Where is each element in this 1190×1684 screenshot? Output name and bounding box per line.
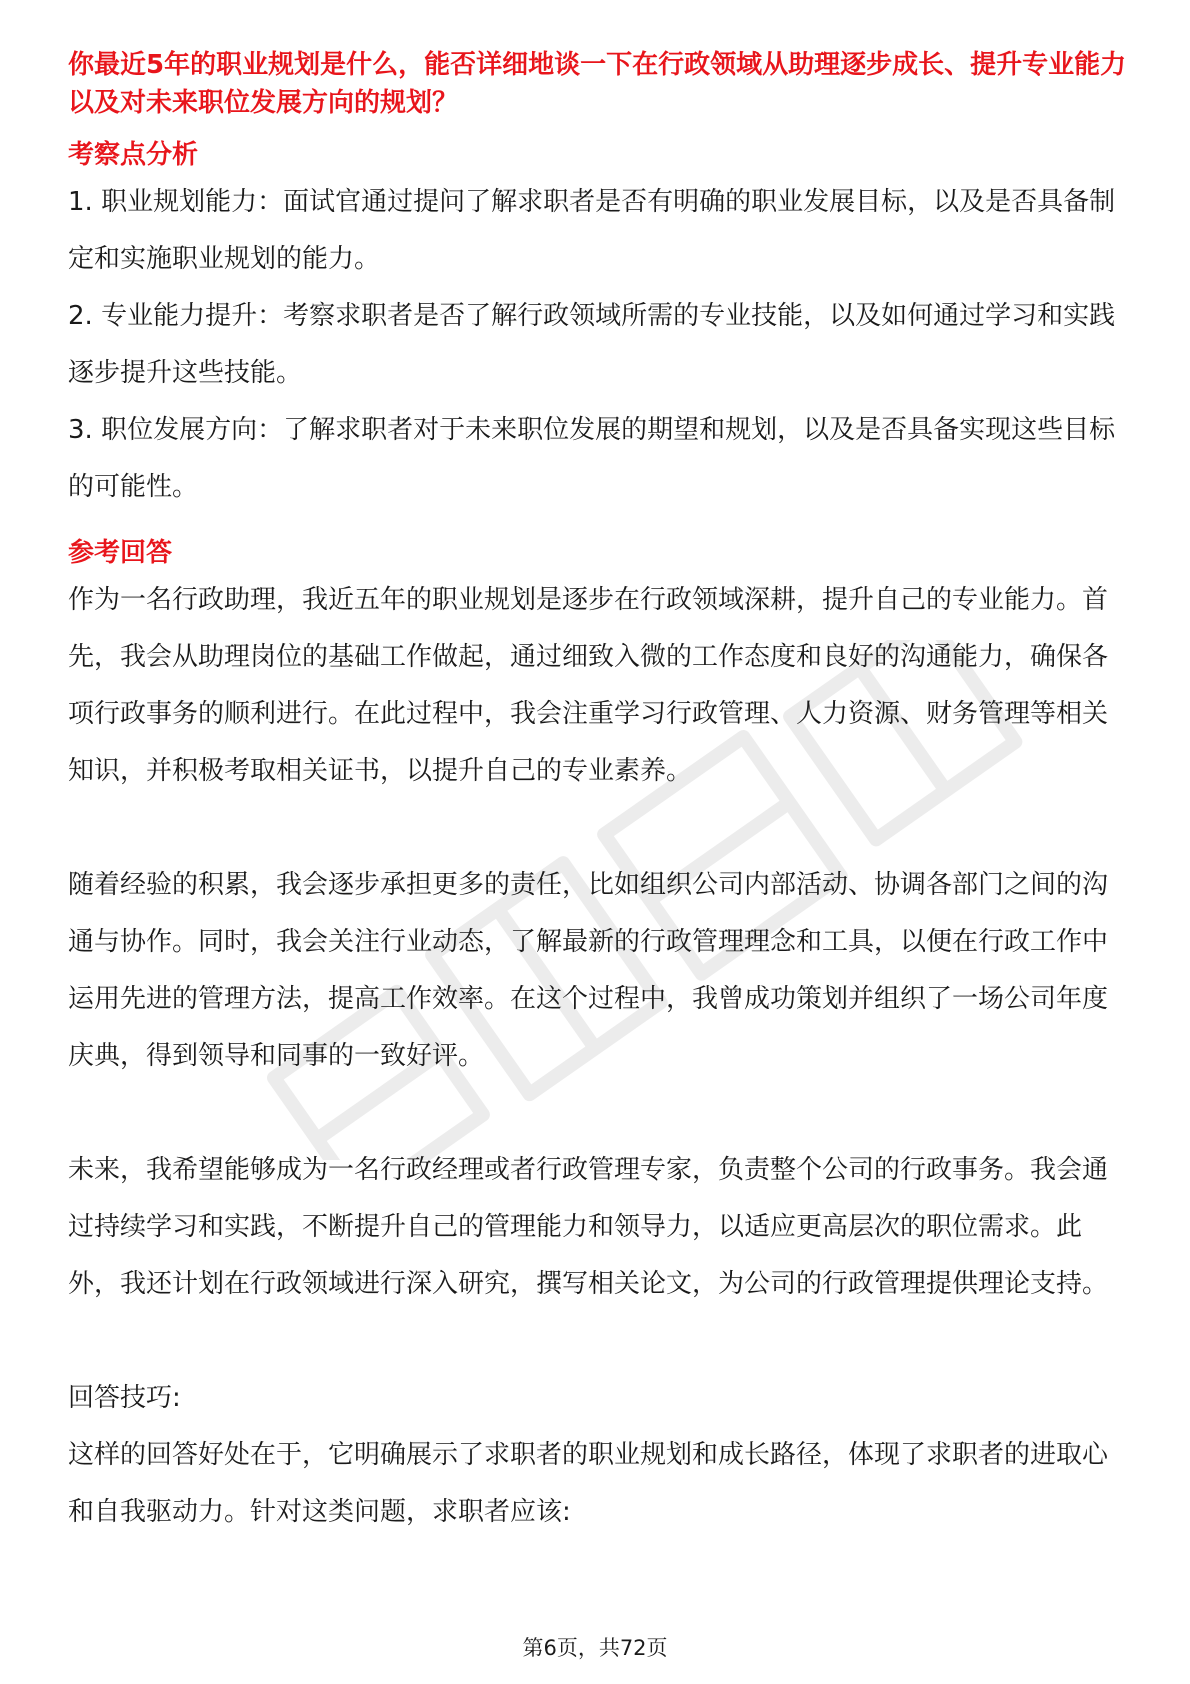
analysis-item: 1. 职业规划能力：面试官通过提问了解求职者是否有明确的职业发展目标，以及是否具备制定和实施职业规划的能力。 [68, 187, 1116, 274]
page-footer: 第6页，共72页 [522, 1636, 668, 1660]
tips-label: 回答技巧: [68, 1383, 181, 1413]
tips-text: 这样的回答好处在于，它明确展示了求职者的职业规划和成长路径，体现了求职者的进取心和自我驱动力。针对这类问题，求职者应该: [68, 1440, 1109, 1527]
analysis-heading: 考察点分析 [68, 140, 199, 170]
answer-paragraph: 未来，我希望能够成为一名行政经理或者行政管理专家，负责整个公司的行政事务。我会通过持续学习和实践，不断提升自己的管理能力和领导力，以适应更高层次的职位需求。此外，我还计划在行政领域进行深入研究，撰写相关论文，为公司的行政管理提供理论支持。 [68, 1155, 1109, 1299]
analysis-item: 3. 职位发展方向：了解求职者对于未来职位发展的期望和规划，以及是否具备实现这些目标的可能性。 [68, 415, 1116, 502]
document-page [68, 46, 1128, 1541]
question-title: 你最近5年的职业规划是什么，能否详细地谈一下在行政领域从助理逐步成长、提升专业能力以及对未来职位发展方向的规划？ [68, 50, 1127, 118]
analysis-item: 2. 专业能力提升：考察求职者是否了解行政领域所需的专业技能，以及如何通过学习和实践逐步提升这些技能。 [68, 301, 1116, 388]
answer-paragraph: 随着经验的积累，我会逐步承担更多的责任，比如组织公司内部活动、协调各部门之间的沟通与协作。同时，我会关注行业动态，了解最新的行政管理理念和工具，以便在行政工作中运用先进的管理方法，提高工作效率。在这个过程中，我曾成功策划并组织了一场公司年度庆典，得到领导和同事的一致好评。 [68, 870, 1109, 1071]
answer-heading: 参考回答 [68, 538, 173, 568]
answer-paragraph: 作为一名行政助理，我近五年的职业规划是逐步在行政领域深耕，提升自己的专业能力。首先，我会从助理岗位的基础工作做起，通过细致入微的工作态度和良好的沟通能力，确保各项行政事务的顺利进行。在此过程中，我会注重学习行政管理、人力资源、财务管理等相关知识，并积极考取相关证书，以提升自己的专业素养。 [68, 585, 1109, 786]
